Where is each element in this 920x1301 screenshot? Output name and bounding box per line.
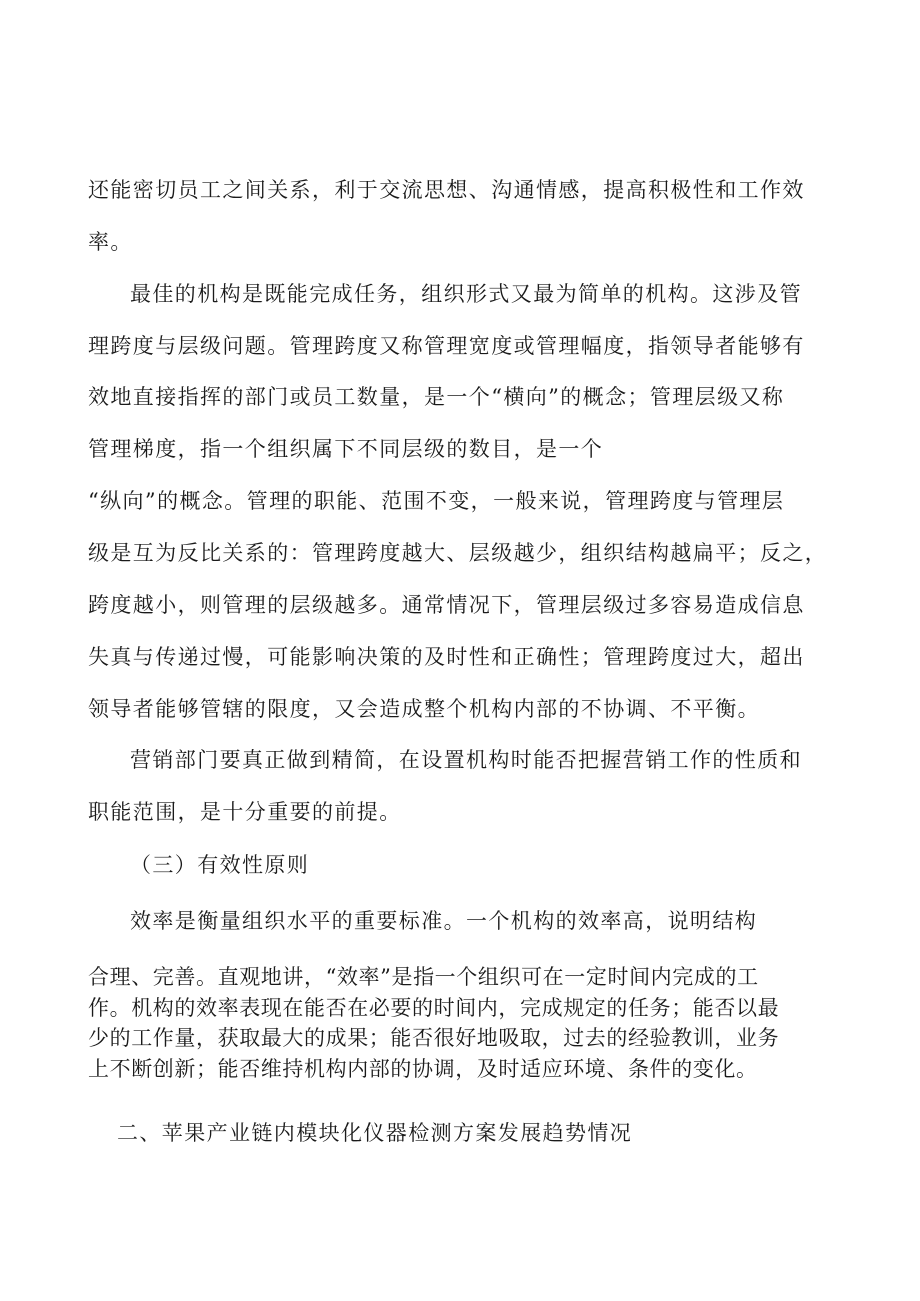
paragraph-line: 跨度越小，则管理的层级越多。通常情况下，管理层级过多容易造成信息: [88, 593, 805, 617]
paragraph-line: 少的工作量，获取最大的成果；能否很好地吸取，过去的经验教训，业务: [88, 1026, 780, 1050]
paragraph-line: 管理梯度，指一个组织属下不同层级的数目，是一个: [88, 437, 604, 461]
paragraph-line: 失真与传递过慢，可能影响决策的及时性和正确性；管理跨度过大，超出: [88, 645, 805, 669]
paragraph-line: 效率是衡量组织水平的重要标准。一个机构的效率高，说明结构: [130, 909, 758, 933]
paragraph-line: 领导者能够管辖的限度，又会造成整个机构内部的不协调、不平衡。: [88, 697, 760, 721]
section-heading: 二、苹果产业链内模块化仪器检测方案发展趋势情况: [117, 1121, 633, 1145]
paragraph-line: 上不断创新；能否维持机构内部的协调，及时适应环境、条件的变化。: [88, 1057, 758, 1081]
paragraph-line: 职能范围，是十分重要的前提。: [88, 800, 402, 824]
paragraph-line: 作。机构的效率表现在能否在必要的时间内，完成规定的任务；能否以最: [88, 996, 780, 1020]
paragraph-line: 率。: [88, 230, 133, 254]
paragraph-line: 还能密切员工之间关系，利于交流思想、沟通情感，提高积极性和工作效: [88, 178, 805, 202]
paragraph-line: 效地直接指挥的部门或员工数量，是一个“横向”的概念；管理层级又称: [88, 385, 785, 409]
paragraph-line: 合理、完善。直观地讲，“效率”是指一个组织可在一定时间内完成的工: [88, 965, 759, 989]
paragraph-line: 最佳的机构是既能完成任务，组织形式又最为简单的机构。这涉及管: [130, 282, 802, 306]
paragraph-line: 理跨度与层级问题。管理跨度又称管理宽度或管理幅度，指领导者能够有: [88, 334, 805, 358]
paragraph-line: “纵向”的概念。管理的职能、范围不变，一般来说，管理跨度与管理层: [88, 489, 785, 513]
paragraph-line: 营销部门要真正做到精简，在设置机构时能否把握营销工作的性质和: [130, 748, 802, 772]
subheading: （三）有效性原则: [130, 853, 310, 877]
paragraph-line: 级是互为反比关系的：管理跨度越大、层级越少，组织结构越扁平；反之，: [88, 541, 828, 565]
